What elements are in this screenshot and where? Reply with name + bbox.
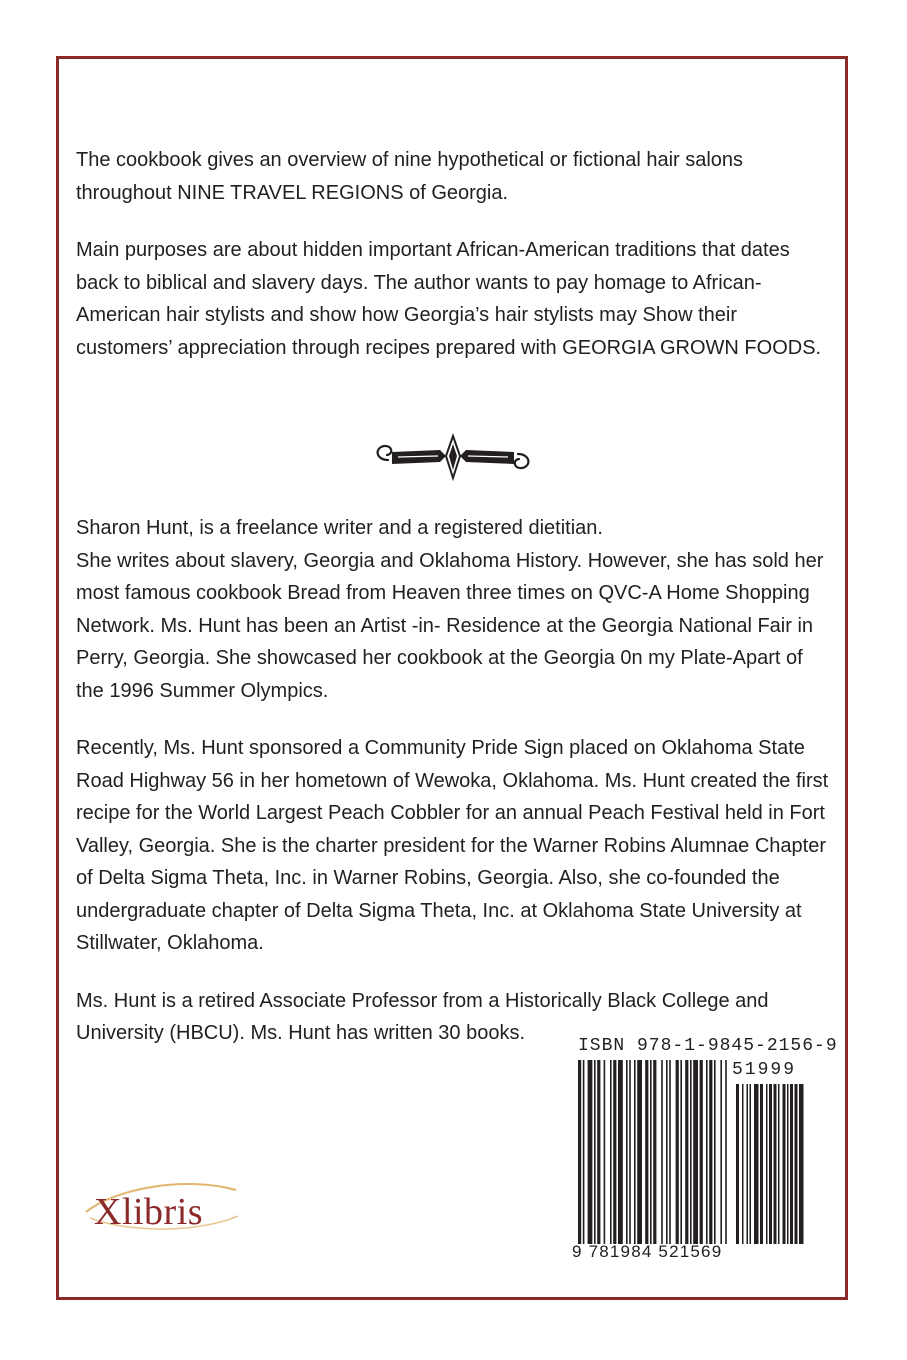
isbn-barcode — [572, 1036, 838, 1276]
scroll-ornament-icon — [368, 430, 538, 484]
barcode-bars — [578, 1060, 810, 1264]
bio-paragraph-3: Ms. Hunt is a retired Associate Professor from a Historically Black College and University (HBCU). Ms. Hunt has written 30 books. — [76, 989, 769, 1044]
bio-intro-line: Sharon Hunt, is a freelance writer and a registered dietitian. — [76, 517, 603, 539]
description-block — [76, 144, 836, 389]
author-bio-block — [76, 512, 836, 1075]
bio-history-text: She writes about slavery, Georgia and Oklahoma History. However, she has sold her most famous cookbook Bread from Heaven three times on QVC-A Home Shopping Network. Ms. Hunt has been an Artist -in- Residence at the Georgia National Fair in Perry, Georgia. She showcased her cookbook at the Georgia 0n my Plate-Apart of the 1996 Summer Olympics. — [76, 549, 824, 702]
isbn-label: ISBN 978-1-9845-2156-9 — [578, 1036, 838, 1056]
barcode-addon-number: 51999 — [732, 1060, 797, 1080]
barcode-digits: 9 781984 521569 — [572, 1242, 723, 1261]
description-paragraph-2: Main purposes are about hidden important African-American traditions that dates back to biblical and slavery days. The author wants to pay homage to African-American hair stylists and show how Georgia’s hair stylists may Show their customers’ appreciation through recipes prepared with GEORGIA GROWN FOODS. — [76, 239, 822, 359]
publisher-logo-text: Xlibris — [94, 1191, 204, 1233]
bio-paragraph-2: Recently, Ms. Hunt sponsored a Community Pride Sign placed on Oklahoma State Road Highway 56 in her hometown of Wewoka, Oklahoma. Ms. Hunt created the first recipe for the World Largest Peach Cobbler for an annual Peach Festival held in Fort Valley, Georgia. She is the charter president for the Warner Robins Alumnae Chapter of Delta Sigma Theta, Inc. in Warner Robins, Georgia. Also, she co-founded the undergraduate chapter of Delta Sigma Theta, Inc. at Oklahoma State University at Stillwater, Oklahoma. — [76, 737, 829, 954]
publisher-logo — [76, 1168, 244, 1244]
description-paragraph-1: The cookbook gives an overview of nine hypothetical or fictional hair salons throughout NINE TRAVEL REGIONS of Georgia. — [76, 149, 744, 204]
bio-paragraph-1 — [76, 512, 836, 707]
